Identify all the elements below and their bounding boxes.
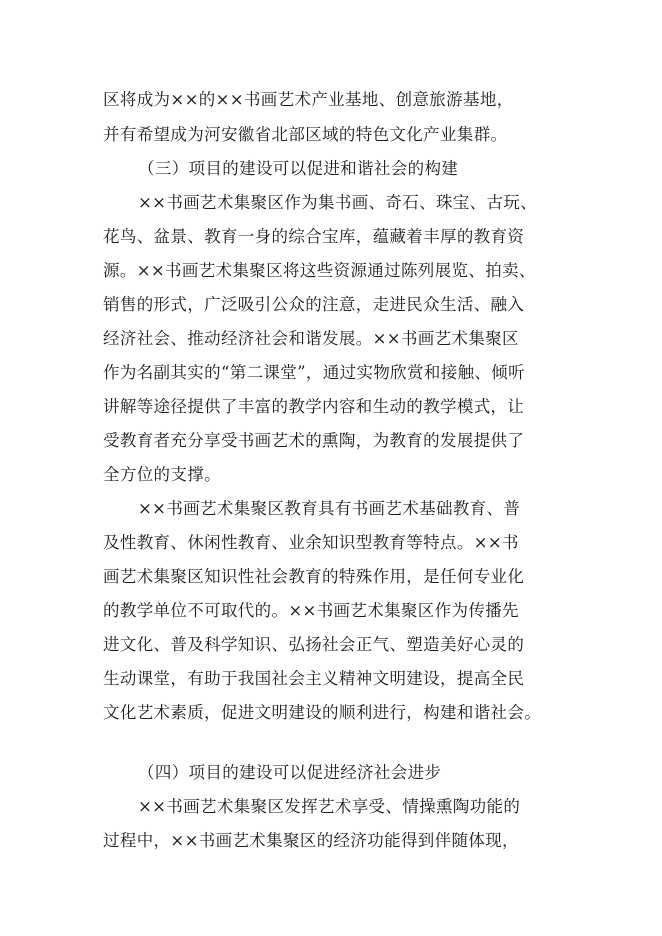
paragraph-line: 文化艺术素质，促进文明建设的顺利进行，构建和谐社会。 bbox=[103, 703, 542, 722]
paragraph-line: 讲解等途径提供了丰富的教学内容和生动的教学模式，让 bbox=[103, 397, 525, 416]
paragraph-line: 画艺术集聚区知识性社会教育的特殊作用，是任何专业化 bbox=[103, 567, 525, 586]
paragraph-line: 的教学单位不可取代的。××书画艺术集聚区作为传播先 bbox=[103, 601, 519, 620]
paragraph-line: 作为名副其实的“第二课堂”，通过实物欣赏和接触、倾听 bbox=[103, 363, 525, 382]
paragraph-line: 及性教育、休闲性教育、业余知识型教育等特点。××书 bbox=[103, 533, 519, 552]
paragraph-line: ××书画艺术集聚区作为集书画、奇石、珠宝、古玩、 bbox=[138, 193, 538, 212]
paragraph-line: 进文化、普及科学知识、弘扬社会正气、塑造美好心灵的 bbox=[103, 635, 525, 654]
paragraph-line: 受教育者充分享受书画艺术的熏陶，为教育的发展提供了 bbox=[103, 431, 525, 450]
paragraph-line: ××书画艺术集聚区发挥艺术享受、情操熏陶功能的 bbox=[138, 797, 521, 816]
paragraph-line: 并有希望成为河安徽省北部区域的特色文化产业集群。 bbox=[103, 125, 508, 144]
paragraph-line: 全方位的支撑。 bbox=[103, 465, 221, 484]
paragraph-line: 经济社会、推动经济社会和谐发展。××书画艺术集聚区 bbox=[103, 329, 519, 348]
section-heading-4: （四）项目的建设可以促进经济社会进步 bbox=[138, 763, 442, 782]
paragraph-line: 源。××书画艺术集聚区将这些资源通过陈列展览、拍卖、 bbox=[103, 261, 536, 280]
paragraph-line: 区将成为××的××书画艺术产业基地、创意旅游基地， bbox=[103, 90, 514, 109]
paragraph-line: 过程中，××书画艺术集聚区的经济功能得到伴随体现， bbox=[103, 831, 519, 850]
paragraph-line: ××书画艺术集聚区教育具有书画艺术基础教育、普 bbox=[138, 499, 521, 518]
paragraph-line: 花鸟、盆景、教育一身的综合宝库，蕴藏着丰厚的教育资 bbox=[103, 227, 525, 246]
paragraph-line: 生动课堂，有助于我国社会主义精神文明建设，提高全民 bbox=[103, 669, 525, 688]
section-heading-3: （三）项目的建设可以促进和谐社会的构建 bbox=[138, 159, 459, 178]
paragraph-line: 销售的形式，广泛吸引公众的注意，走进民众生活、融入 bbox=[103, 295, 525, 314]
